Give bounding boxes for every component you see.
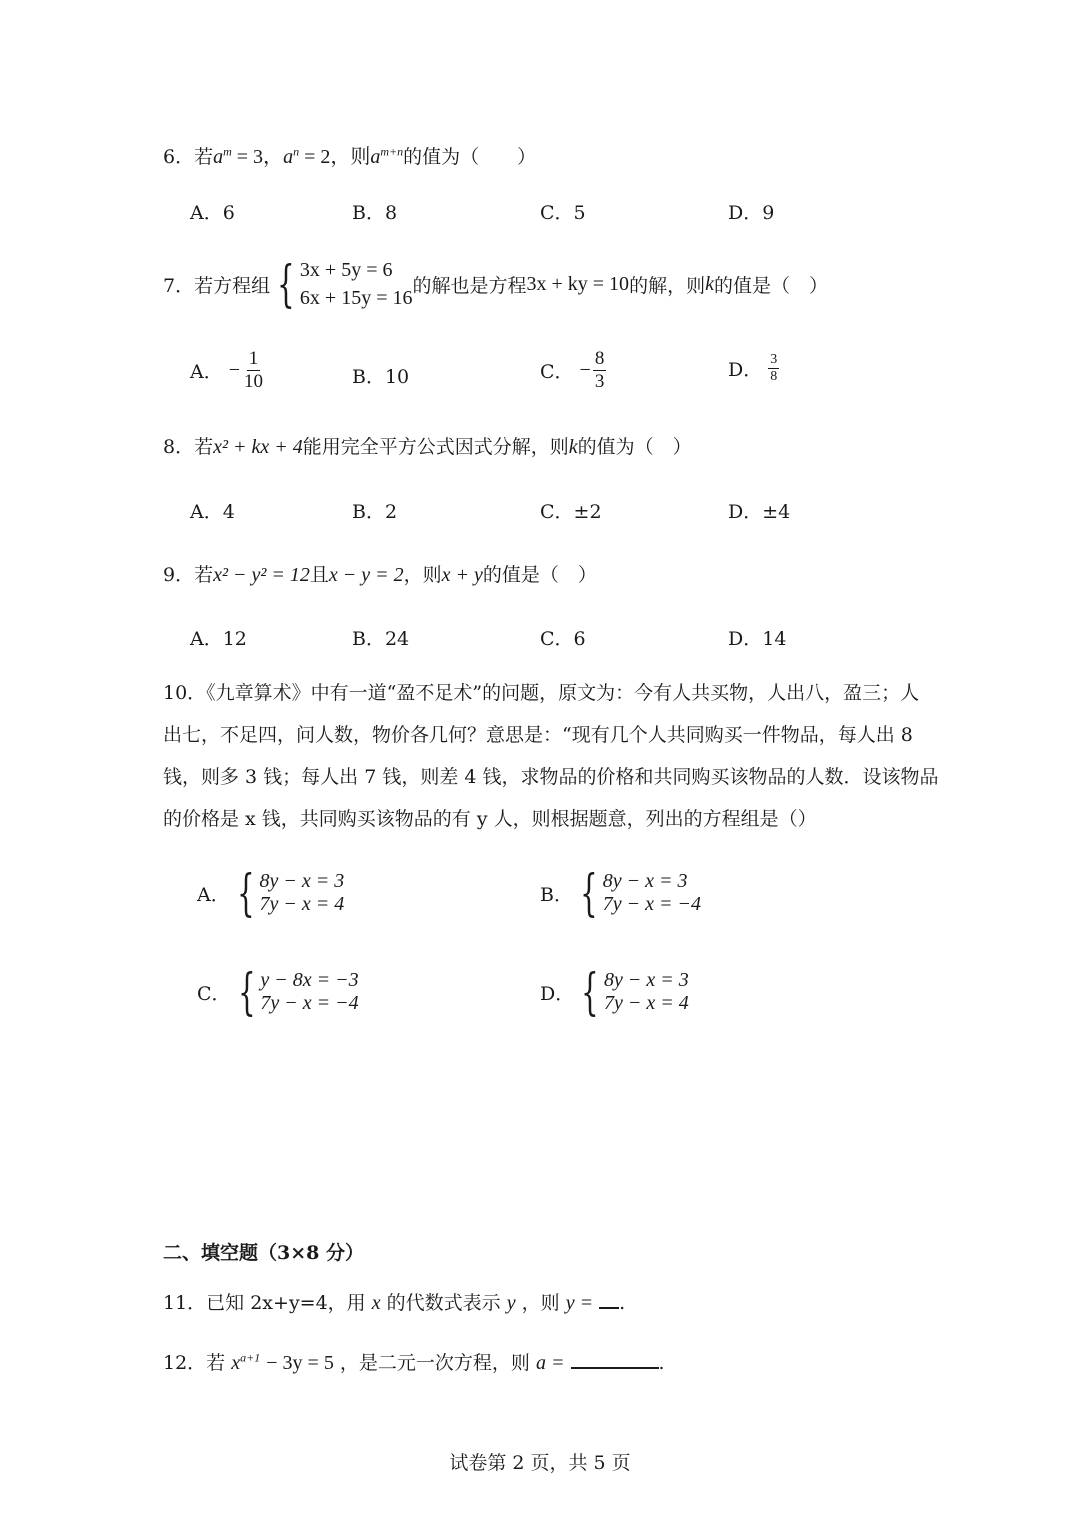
- question-text: ，则: [521, 1292, 560, 1314]
- question-number: 7．: [163, 274, 195, 297]
- math-expr: x² + kx + 4: [213, 436, 303, 458]
- math-expr: 3x + ky = 10: [526, 272, 630, 295]
- math-var: y: [506, 1292, 516, 1314]
- math-expr: x − y = 2: [328, 564, 404, 586]
- fraction: [242, 348, 265, 393]
- brace-icon: {: [277, 255, 295, 313]
- section-heading: 二、填空题（3×8 分）: [163, 1242, 364, 1264]
- equation-system: [573, 864, 702, 922]
- question-text: 11．已知 2x+y=4，用: [163, 1292, 366, 1314]
- equation-row: 6x + 15y = 16: [299, 287, 413, 309]
- math-expr: = 2，则: [304, 146, 371, 168]
- denominator: 10: [244, 371, 264, 392]
- option-b: B．2: [352, 501, 398, 523]
- option-c: [540, 348, 606, 393]
- option-b: B．8: [352, 202, 398, 224]
- question-number: 9．: [163, 564, 195, 586]
- option-b: B．10: [352, 366, 410, 388]
- equation-system: [230, 864, 345, 922]
- math-expr: − 3y = 5: [266, 1352, 334, 1374]
- option-label: A．: [197, 883, 230, 906]
- question-7: [163, 256, 828, 312]
- question-6: [163, 140, 536, 169]
- period: .: [619, 1292, 626, 1314]
- period: .: [658, 1352, 665, 1374]
- equation-row: y − 8x = −3: [260, 969, 359, 991]
- option-b: [540, 864, 702, 922]
- option-d: D．±4: [728, 501, 791, 523]
- question-text: 12．若: [163, 1352, 226, 1374]
- equation-row: 8y − x = 3: [602, 870, 688, 892]
- minus-sign: −: [228, 359, 241, 381]
- question-line: 的价格是 x 钱，共同购买该物品的有 y 人，则根据题意，列出的方程组是（）: [163, 808, 817, 830]
- math-expr: = 3，: [236, 146, 284, 168]
- question-text: 若: [194, 564, 214, 586]
- equation-system: [574, 963, 689, 1021]
- option-a: [190, 348, 265, 393]
- equation-row: 8y − x = 3: [259, 870, 345, 892]
- question-12: [163, 1348, 665, 1375]
- math-expr: a =: [535, 1352, 565, 1374]
- math-expr: x² − y² = 12: [213, 564, 310, 586]
- option-label: D．: [540, 982, 575, 1005]
- question-line: 10．《九章算术》中有一道“盈不足术”的问题，原文为：今有人共买物，人出八，盈三；人: [163, 682, 920, 704]
- math-expr: $a^{m+n}$: [370, 144, 404, 168]
- question-8: [163, 432, 692, 459]
- math-expr: $a^n$: [283, 144, 300, 168]
- equation-system: [231, 963, 359, 1021]
- math-expr: y =: [565, 1292, 594, 1314]
- question-text: ，是二元一次方程，则: [339, 1352, 530, 1374]
- fraction: [593, 348, 607, 393]
- option-b: B．24: [352, 628, 410, 650]
- option-c: [197, 963, 359, 1021]
- option-d: [540, 963, 689, 1021]
- question-text: ，则: [403, 564, 442, 586]
- math-expr: $x^{a+1}$: [231, 1350, 261, 1374]
- option-a: A．12: [190, 628, 247, 650]
- brace-icon: {: [236, 864, 255, 922]
- option-label: C．: [540, 361, 574, 383]
- brace-icon: {: [580, 864, 598, 922]
- equation-row: 7y − x = −4: [602, 893, 702, 915]
- equation-system: [270, 256, 412, 312]
- fraction: [768, 352, 779, 385]
- numerator: 8: [594, 348, 605, 369]
- question-text: 的值是（ ）: [713, 274, 828, 297]
- minus-sign: −: [579, 359, 591, 381]
- equation-row: 7y − x = −4: [260, 992, 359, 1014]
- option-label: D．: [728, 359, 763, 381]
- question-number: 8．: [163, 436, 195, 458]
- question-text: 的值为（ ）: [577, 436, 692, 458]
- math-expr: $a^m$: [213, 144, 232, 168]
- math-var: k: [568, 436, 578, 458]
- option-label: A．: [190, 361, 223, 383]
- question-text: 且: [309, 564, 329, 586]
- question-text: 能用完全平方公式因式分解，则: [302, 436, 569, 458]
- question-10: [163, 672, 939, 840]
- equation-row: 7y − x = 4: [259, 893, 345, 915]
- math-var: k: [705, 272, 714, 295]
- option-a: A．6: [190, 202, 235, 224]
- option-a: [197, 864, 345, 922]
- option-a: A．4: [190, 501, 235, 523]
- question-text: 的解，则: [629, 274, 706, 297]
- question-9: [163, 560, 597, 587]
- option-d: D．9: [728, 202, 775, 224]
- denominator: 8: [770, 369, 778, 384]
- equation-row: 8y − x = 3: [604, 969, 689, 991]
- brace-icon: {: [237, 963, 256, 1021]
- question-text: 若: [194, 436, 214, 458]
- question-number: 6．: [163, 146, 195, 168]
- option-c: C．5: [540, 202, 586, 224]
- question-text: 的解也是方程: [412, 274, 527, 297]
- question-text: 的值为（ ）: [403, 146, 537, 168]
- page-footer: 试卷第 2 页，共 5 页: [449, 1452, 631, 1474]
- denominator: 3: [594, 371, 605, 392]
- option-d: [728, 352, 779, 385]
- numerator: 3: [770, 352, 778, 367]
- option-label: B．: [540, 883, 573, 906]
- question-11: [163, 1288, 625, 1315]
- option-label: C．: [197, 982, 231, 1005]
- answer-blank[interactable]: [599, 1289, 619, 1309]
- equation-row: 7y − x = 4: [604, 992, 689, 1014]
- numerator: 1: [248, 348, 259, 369]
- question-line: 出七，不足四，问人数，物价各几何？意思是：“现有几个人共同购买一件物品，每人出 8: [163, 724, 913, 746]
- math-var: x: [371, 1292, 381, 1314]
- question-text: 若: [194, 146, 214, 168]
- option-d: D．14: [728, 628, 787, 650]
- question-text: 的值是（ ）: [482, 564, 597, 586]
- math-expr: x + y: [441, 564, 483, 586]
- equation-row: 3x + 5y = 6: [299, 259, 393, 281]
- question-text: 若方程组: [194, 274, 271, 297]
- question-text: 的代数式表示: [386, 1292, 501, 1314]
- option-c: C．6: [540, 628, 586, 650]
- brace-icon: {: [581, 963, 599, 1021]
- question-line: 钱，则多 3 钱；每人出 7 钱，则差 4 钱，求物品的价格和共同购买该物品的人数．设该物品: [163, 766, 939, 788]
- option-c: C．±2: [540, 501, 602, 523]
- answer-blank[interactable]: [571, 1349, 659, 1369]
